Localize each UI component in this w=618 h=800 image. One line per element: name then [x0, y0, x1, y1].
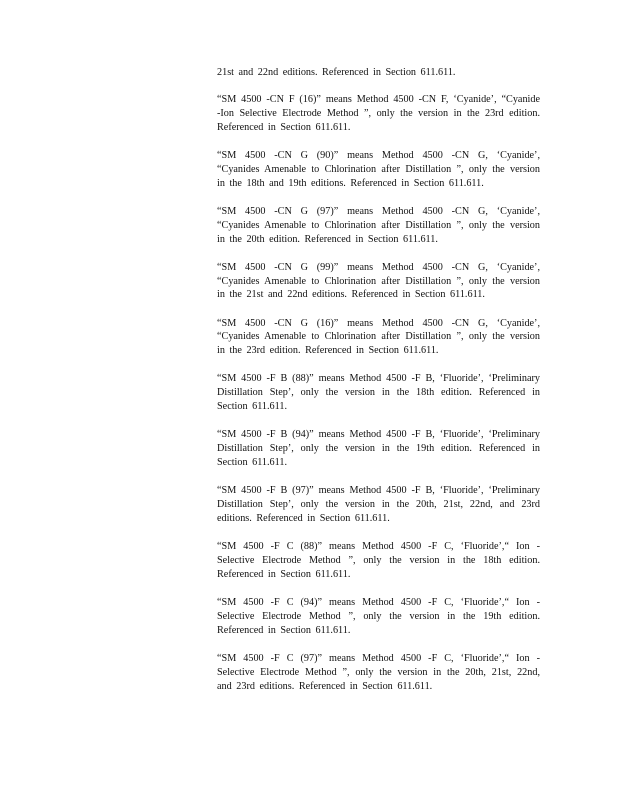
paragraph-11: “SM 4500 -F C (94)” means Method 4500 -F C, ‘Fluoride’,“ Ion - Selective Electrode Method ”, only the version in the 19th edition. Referenced in Section 611.611. — [217, 597, 540, 636]
paragraph-5: “SM 4500 -CN G (99)” means Method 4500 -CN G, ‘Cyanide’, “Cyanides Amenable to Chlorination after Distillation ”, only the version in the 21st and 22nd editions. Referenced in Section 611.611. — [217, 261, 540, 301]
paragraph-10: “SM 4500 -F C (88)” means Method 4500 -F C, ‘Fluoride’,“ Ion - Selective Electrode Method ”, only the version in the 18th edition. Referenced in Section 611.611. — [217, 541, 540, 580]
paragraph-4: “SM 4500 -CN G (97)” means Method 4500 -CN G, ‘Cyanide’, “Cyanides Amenable to Chlorination after Distillation ”, only the version in the 20th edition. Referenced in Section 611.611. — [217, 205, 540, 245]
paragraph-2: “SM 4500 -CN F (16)” means Method 4500 -CN F, ‘Cyanide’, “Cyanide -Ion Selective Electrode Method ”, only the version in the 23rd edition. Referenced in Section 611.611. — [217, 93, 540, 133]
paragraph-7: “SM 4500 -F B (88)” means Method 4500 -F B, ‘Fluoride’, ‘Preliminary Distillation Step’, only the version in the 18th edition. Referenced in Section 611.611. — [217, 373, 540, 413]
paragraph-6: “SM 4500 -CN G (16)” means Method 4500 -CN G, ‘Cyanide’, “Cyanides Amenable to Chlorination after Distillation ”, only the version in the 23rd edition. Referenced in Section 611.611. — [217, 317, 540, 357]
paragraph-1: 21st and 22nd editions. Referenced in Section 611.611. — [217, 67, 456, 78]
paragraph-12: “SM 4500 -F C (97)” means Method 4500 -F C, ‘Fluoride’,“ Ion - Selective Electrode Method ”, only the version in the 20th, 21st, 22nd, and 23rd editions. Referenced in Section 611.611. — [217, 652, 540, 692]
paragraph-8: “SM 4500 -F B (94)” means Method 4500 -F B, ‘Fluoride’, ‘Preliminary Distillation Step’, only the version in the 19th edition. Referenced in Section 611.611. — [217, 429, 540, 469]
document-page — [217, 66, 540, 708]
paragraph-3: “SM 4500 -CN G (90)” means Method 4500 -CN G, ‘Cyanide’, “Cyanides Amenable to Chlorination after Distillation ”, only the version in the 18th and 19th editions. Referenced in Section 611.611. — [217, 149, 540, 189]
paragraph-9: “SM 4500 -F B (97)” means Method 4500 -F B, ‘Fluoride’, ‘Preliminary Distillation Step’, only the version in the 20th, 21st, 22nd, and 23rd editions. Referenced in Section 611.611. — [217, 485, 540, 525]
